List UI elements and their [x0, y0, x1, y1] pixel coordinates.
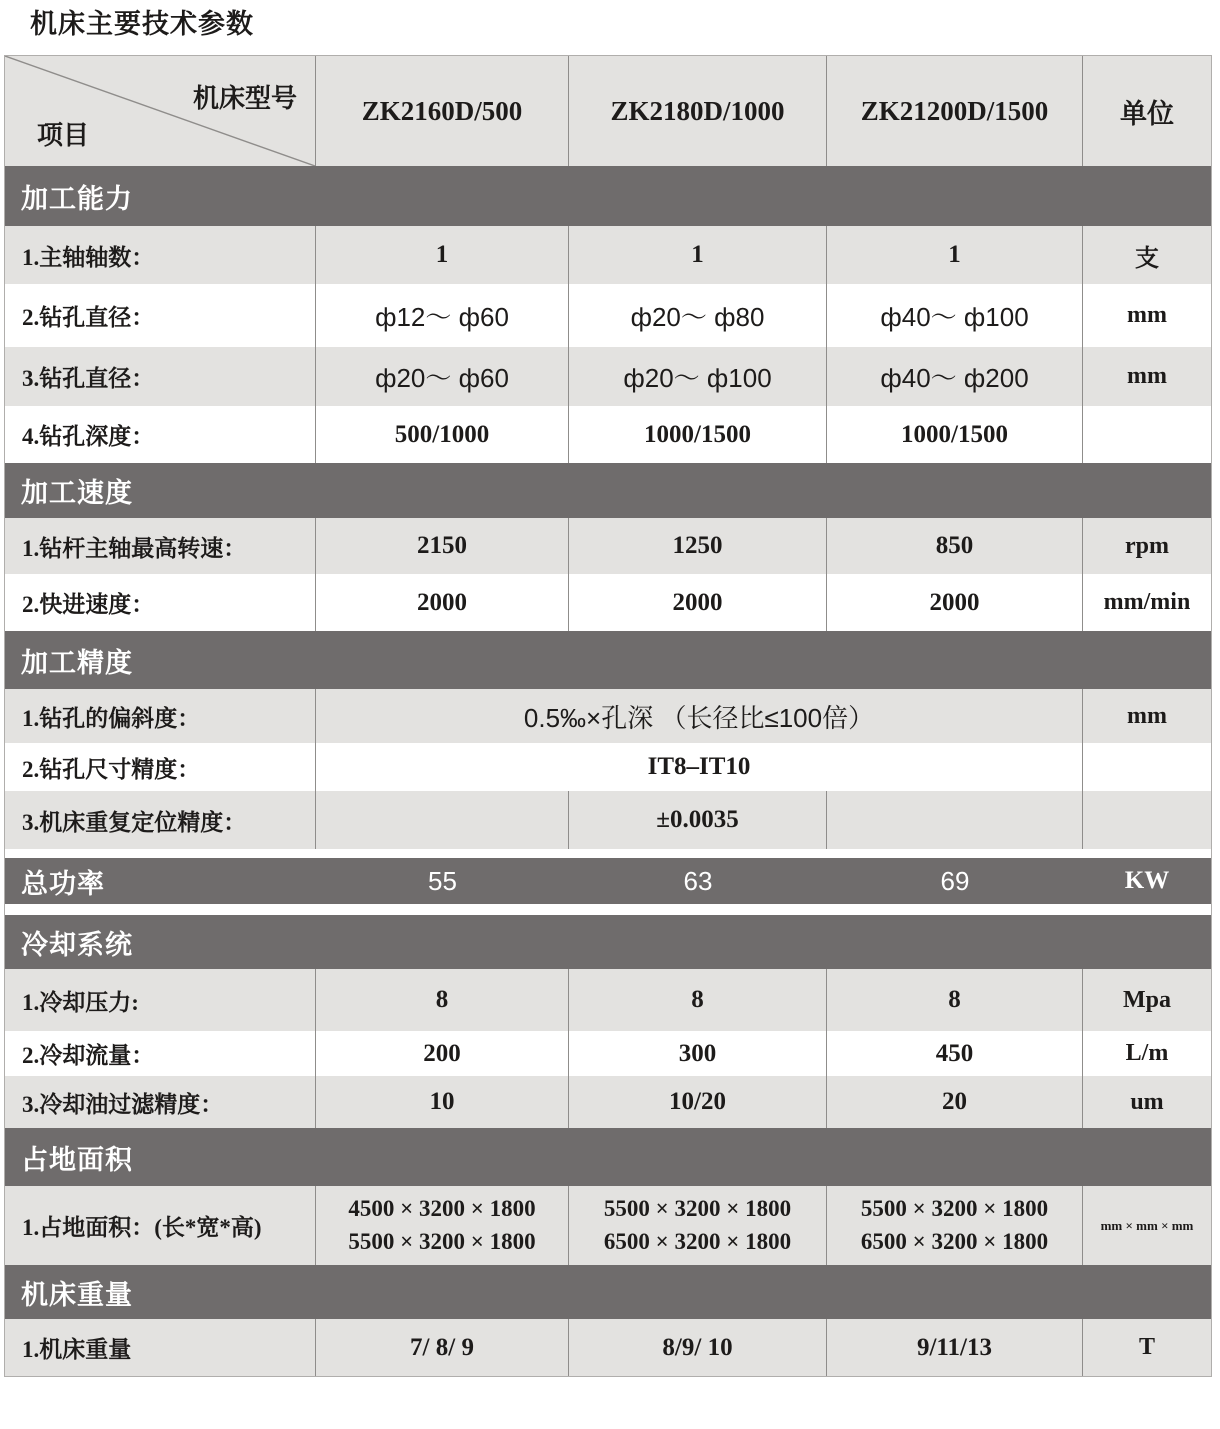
value-cell: 2000 — [316, 574, 569, 631]
value-cell: 2000 — [827, 574, 1083, 631]
value-cell: 1000/1500 — [827, 406, 1083, 463]
column-header-model-3: ZK21200D/1500 — [827, 56, 1083, 166]
value-cell: 69 — [827, 858, 1083, 904]
table-row — [5, 1031, 1211, 1076]
row-label: 2.冷却流量： — [5, 1031, 316, 1076]
table-row — [5, 1186, 1211, 1265]
value-cell — [316, 791, 569, 849]
column-header-unit: 单位 — [1083, 56, 1211, 166]
unit-cell: mm — [1083, 347, 1211, 406]
value-cell: ф20～ ф100 — [569, 347, 827, 406]
section-title: 加工能力 — [5, 166, 1211, 226]
table-row — [5, 518, 1211, 574]
value-cell: 8 — [316, 969, 569, 1031]
table-row — [5, 347, 1211, 406]
table-row — [5, 1319, 1211, 1376]
value-cell: 300 — [569, 1031, 827, 1076]
unit-cell: Mpa — [1083, 969, 1211, 1031]
unit-cell — [1083, 406, 1211, 463]
unit-cell: mm × mm × mm — [1083, 1186, 1211, 1265]
section-header-row-speed — [5, 463, 1211, 518]
table-row — [5, 689, 1211, 743]
value-cell: ф20～ ф80 — [569, 284, 827, 347]
row-label: 2.钻孔尺寸精度： — [5, 743, 316, 791]
value-cell: ф40～ ф200 — [827, 347, 1083, 406]
value-cell: 500/1000 — [316, 406, 569, 463]
value-cell-span: IT8–IT10 — [316, 743, 1083, 791]
table-row — [5, 574, 1211, 631]
value-cell: 10/20 — [569, 1076, 827, 1128]
unit-cell — [1083, 743, 1211, 791]
value-cell: 450 — [827, 1031, 1083, 1076]
row-label: 1.钻孔的偏斜度： — [5, 689, 316, 743]
value-cell: ф40～ ф100 — [827, 284, 1083, 347]
value-cell: 9/11/13 — [827, 1319, 1083, 1376]
row-label: 3.钻孔直径： — [5, 347, 316, 406]
table-row — [5, 226, 1211, 284]
value-cell: ф12～ ф60 — [316, 284, 569, 347]
value-cell: 1 — [827, 226, 1083, 284]
column-header-model-2: ZK2180D/1000 — [569, 56, 827, 166]
unit-cell: rpm — [1083, 518, 1211, 574]
unit-cell — [1083, 791, 1211, 849]
table-row — [5, 284, 1211, 347]
section-title: 总功率 — [5, 858, 316, 904]
row-label: 1.冷却压力: — [5, 969, 316, 1031]
value-cell: 1 — [569, 226, 827, 284]
row-label: 1.主轴轴数： — [5, 226, 316, 284]
unit-cell: L/m — [1083, 1031, 1211, 1076]
page-title: 机床主要技术参数 — [30, 9, 254, 39]
table-row — [5, 1076, 1211, 1128]
value-cell — [827, 1186, 1083, 1265]
value-cell: 8 — [827, 969, 1083, 1031]
row-label: 3.机床重复定位精度： — [5, 791, 316, 849]
row-label: 3.冷却油过滤精度： — [5, 1076, 316, 1128]
section-title: 加工精度 — [5, 631, 1211, 689]
value-cell — [827, 791, 1083, 849]
footprint-line-1: 4500 × 3200 × 1800 — [348, 1196, 536, 1222]
value-cell: 20 — [827, 1076, 1083, 1128]
unit-cell: 支 — [1083, 226, 1211, 284]
footprint-line-2: 6500 × 3200 × 1800 — [603, 1228, 792, 1254]
value-cell: 10 — [316, 1076, 569, 1128]
section-title: 机床重量 — [5, 1265, 1211, 1319]
footprint-line-2: 6500 × 3200 × 1800 — [860, 1228, 1049, 1254]
section-header-row-cooling — [5, 915, 1211, 969]
value-cell — [569, 1186, 827, 1265]
spacer-row — [5, 849, 1211, 858]
section-header-row-capability — [5, 166, 1211, 226]
value-cell: 8/9/ 10 — [569, 1319, 827, 1376]
unit-cell: T — [1083, 1319, 1211, 1376]
value-cell: 2000 — [569, 574, 827, 631]
value-cell: ±0.0035 — [569, 791, 827, 849]
value-cell: 850 — [827, 518, 1083, 574]
unit-cell: um — [1083, 1076, 1211, 1128]
corner-model-label: 机床型号 — [192, 84, 297, 113]
spec-table — [5, 56, 1211, 1376]
value-cell: 55 — [316, 858, 569, 904]
row-label: 1.占地面积：(长*宽*高) — [5, 1186, 316, 1265]
footprint-line-2: 5500 × 3200 × 1800 — [348, 1228, 536, 1254]
unit-cell: KW — [1083, 858, 1211, 904]
section-header-row-footprint — [5, 1128, 1211, 1186]
value-cell: ф20～ ф60 — [316, 347, 569, 406]
table-header-row — [5, 56, 1211, 166]
value-cell-span: 0.5‰×孔深 （长径比≤100倍） — [316, 689, 1083, 743]
table-row — [5, 743, 1211, 791]
value-cell — [316, 1186, 569, 1265]
total-power-row — [5, 858, 1211, 904]
section-title: 占地面积 — [5, 1128, 1211, 1186]
table-row — [5, 791, 1211, 849]
value-cell: 63 — [569, 858, 827, 904]
section-header-row-precision — [5, 631, 1211, 689]
value-cell: 1 — [316, 226, 569, 284]
unit-cell: mm — [1083, 284, 1211, 347]
section-title: 加工速度 — [5, 463, 1211, 518]
unit-cell: mm — [1083, 689, 1211, 743]
corner-item-label: 项目 — [37, 121, 90, 150]
spec-table-frame — [4, 55, 1212, 1377]
value-cell: 200 — [316, 1031, 569, 1076]
table-row — [5, 406, 1211, 463]
row-label: 4.钻孔深度： — [5, 406, 316, 463]
column-header-model-1: ZK2160D/500 — [316, 56, 569, 166]
row-label: 2.钻孔直径： — [5, 284, 316, 347]
footprint-line-1: 5500 × 3200 × 1800 — [603, 1196, 792, 1222]
value-cell: 1250 — [569, 518, 827, 574]
value-cell: 8 — [569, 969, 827, 1031]
table-row — [5, 969, 1211, 1031]
row-label: 1.机床重量 — [5, 1319, 316, 1376]
row-label: 2.快进速度： — [5, 574, 316, 631]
corner-header-cell — [5, 56, 316, 166]
value-cell: 2150 — [316, 518, 569, 574]
unit-cell: mm/min — [1083, 574, 1211, 631]
value-cell: 7/ 8/ 9 — [316, 1319, 569, 1376]
row-label: 1.钻杆主轴最高转速： — [5, 518, 316, 574]
value-cell: 1000/1500 — [569, 406, 827, 463]
spacer-row — [5, 904, 1211, 915]
section-title: 冷却系统 — [5, 915, 1211, 969]
footprint-line-1: 5500 × 3200 × 1800 — [860, 1196, 1049, 1222]
section-header-row-weight — [5, 1265, 1211, 1319]
